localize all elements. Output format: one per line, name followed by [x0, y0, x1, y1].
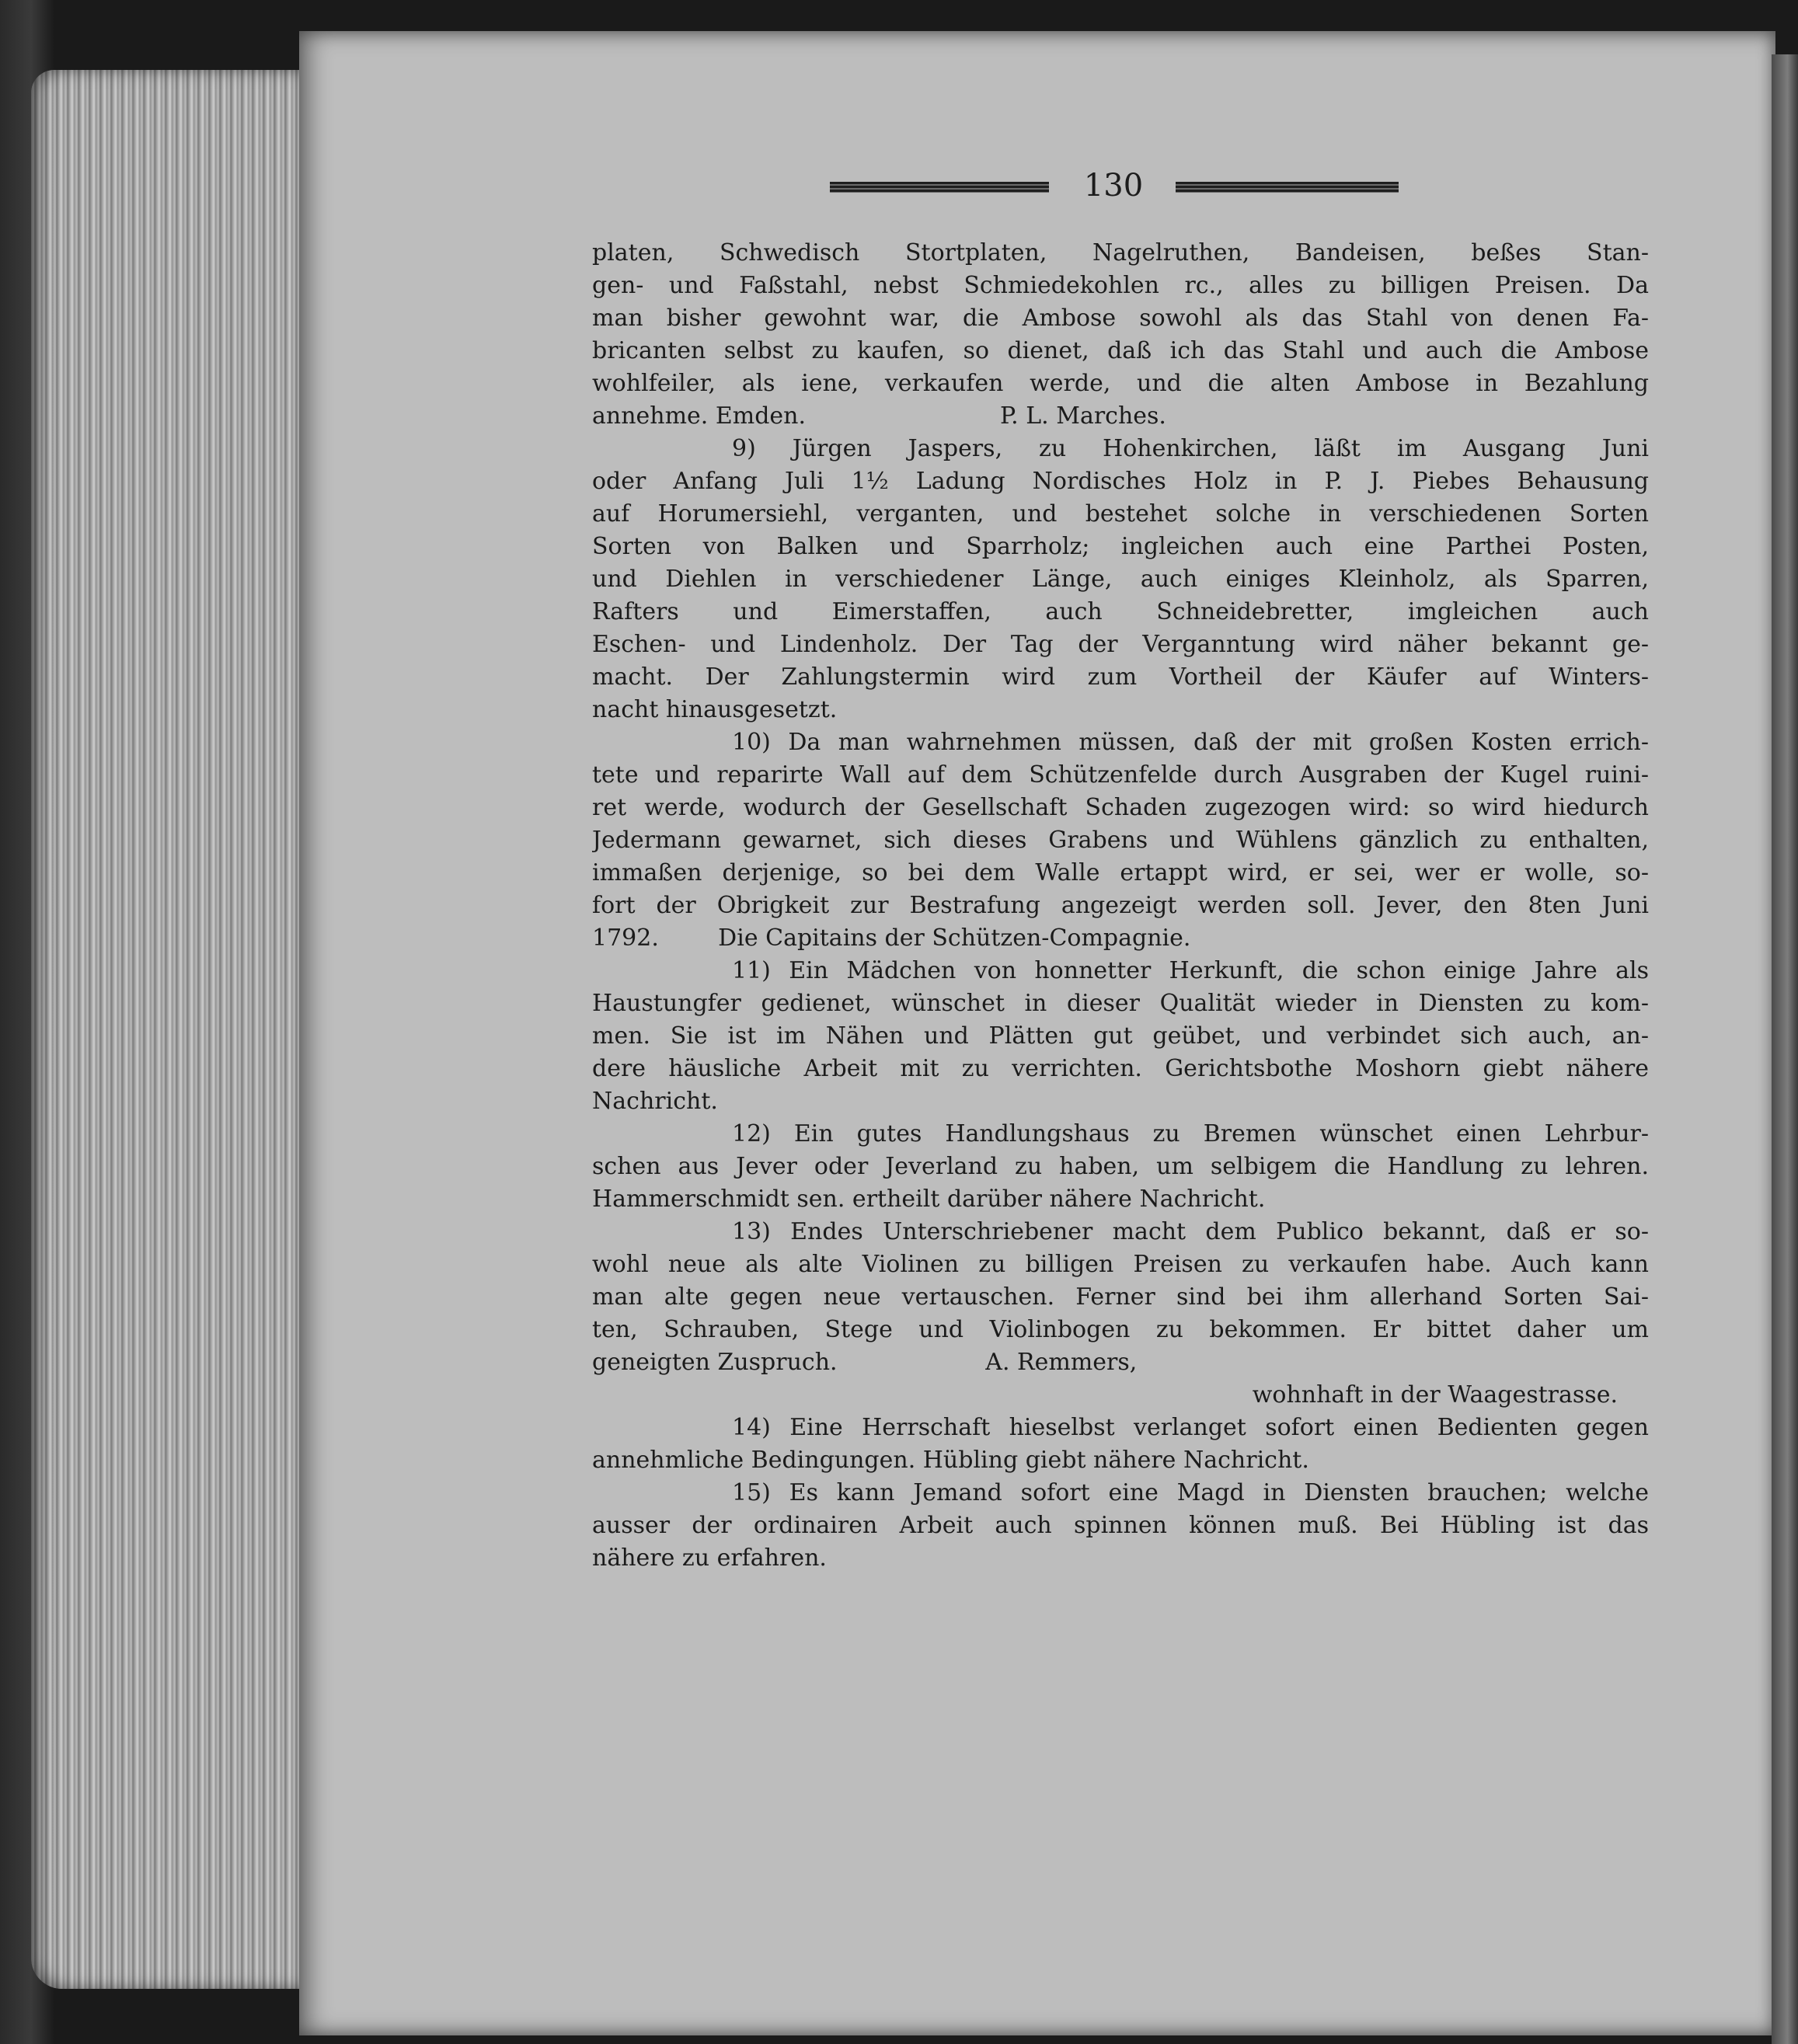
- text-line: geneigten Zuspruch. A. Remmers,: [592, 1349, 1138, 1376]
- text-line: und Diehlen in verschiedener Länge, auch einiges Kleinholz, als Sparren,: [592, 566, 1649, 593]
- header-rule-left: [830, 182, 1049, 193]
- text-line: Eschen- und Lindenholz. Der Tag der Verganntung wird näher bekannt ge-: [592, 631, 1649, 658]
- text-line: 10) Da man wahrnehmen müssen, daß der mit großen Kosten errich-: [732, 729, 1649, 756]
- text-line: ausser der ordinairen Arbeit auch spinnen können muß. Bei Hübling ist das: [592, 1512, 1649, 1539]
- text-line: bricanten selbst zu kaufen, so dienet, daß ich das Stahl und auch die Ambose: [592, 337, 1649, 364]
- text-line: annehmliche Bedingungen. Hübling giebt nähere Nachricht.: [592, 1447, 1309, 1474]
- notice-continuation: [592, 237, 1649, 433]
- signature: P. L. Marches.: [1000, 402, 1166, 430]
- facing-page-edge: [1772, 54, 1798, 2044]
- page-body: [592, 237, 1649, 1575]
- text-line: ret werde, wodurch der Gesellschaft Schaden zugezogen wird: so wird hiedurch: [592, 794, 1649, 821]
- text-line: men. Sie ist im Nähen und Plätten gut geübet, und verbindet sich auch, an-: [592, 1022, 1649, 1050]
- text-line: Rafters und Eimerstaffen, auch Schneidebretter, imgleichen auch: [592, 598, 1649, 625]
- text-line: nacht hinausgesetzt.: [592, 696, 838, 723]
- text-line-start: annehme. Emden.: [592, 402, 807, 430]
- text-line: [592, 400, 1649, 433]
- text-line: Sorten von Balken und Sparrholz; ingleichen auch eine Parthei Posten,: [592, 533, 1649, 560]
- notice-9: [592, 433, 1649, 726]
- notice-13: [592, 1216, 1649, 1412]
- page-header: [830, 168, 1399, 204]
- stacked-page-edges: [31, 70, 311, 1989]
- text-line: 13) Endes Unterschriebener macht dem Publico bekannt, daß er so-: [732, 1218, 1649, 1245]
- text-line: 15) Es kann Jemand sofort eine Magd in Diensten brauchen; welche: [732, 1479, 1649, 1506]
- text-line: 12) Ein gutes Handlungshaus zu Bremen wünschet einen Lehrbur-: [732, 1120, 1649, 1147]
- notice-14: [592, 1412, 1649, 1477]
- text-line: Jedermann gewarnet, sich dieses Grabens und Wühlens gänzlich zu enthalten,: [592, 827, 1649, 854]
- text-line: man alte gegen neue vertauschen. Ferner sind bei ihm allerhand Sorten Sai-: [592, 1283, 1649, 1311]
- text-line: 11) Ein Mädchen von honnetter Herkunft, die schon einige Jahre als: [732, 957, 1649, 984]
- notice-12: [592, 1118, 1649, 1216]
- text-line: auf Horumersiehl, verganten, und bestehet solche in verschiedenen Sorten: [592, 500, 1649, 528]
- text-line: schen aus Jever oder Jeverland zu haben, um selbigem die Handlung zu lehren.: [592, 1153, 1649, 1180]
- notice-11: [592, 955, 1649, 1118]
- text-line: fort der Obrigkeit zur Bestrafung angezeigt werden soll. Jever, den 8ten Juni: [592, 892, 1649, 919]
- text-line: wohl neue als alte Violinen zu billigen Preisen zu verkaufen habe. Auch kann: [592, 1251, 1649, 1278]
- text-line: 1792. Die Capitains der Schützen-Compagnie.: [592, 925, 1191, 952]
- text-line: nähere zu erfahren.: [592, 1544, 827, 1572]
- text-line: platen, Schwedisch Stortplaten, Nagelruthen, Bandeisen, beßes Stan-: [592, 239, 1649, 266]
- notice-15: [592, 1477, 1649, 1575]
- text-line: dere häusliche Arbeit mit zu verrichten. Gerichtsbothe Moshorn giebt nähere: [592, 1055, 1649, 1082]
- text-line: 14) Eine Herrschaft hieselbst verlanget sofort einen Bedienten gegen: [732, 1414, 1649, 1441]
- text-line: Haustungfer gedienet, wünschet in dieser Qualität wieder in Diensten zu kom-: [592, 990, 1649, 1017]
- page-number: 130: [1083, 168, 1144, 204]
- text-line: 9) Jürgen Jaspers, zu Hohenkirchen, läßt im Ausgang Juni: [732, 435, 1649, 462]
- notice-10: [592, 726, 1649, 955]
- text-line: wohlfeiler, als iene, verkaufen werde, und die alten Ambose in Bezahlung: [592, 370, 1649, 397]
- text-line: Nachricht.: [592, 1088, 718, 1115]
- text-line: tete und reparirte Wall auf dem Schützenfelde durch Ausgraben der Kugel ruini-: [592, 761, 1649, 789]
- text-line: macht. Der Zahlungstermin wird zum Vortheil der Käufer auf Winters-: [592, 663, 1649, 691]
- text-line: gen- und Faßstahl, nebst Schmiedekohlen rc., alles zu billigen Preisen. Da: [592, 272, 1649, 299]
- text-line: Hammerschmidt sen. ertheilt darüber nähere Nachricht.: [592, 1186, 1266, 1213]
- text-line: man bisher gewohnt war, die Ambose sowohl als das Stahl von denen Fa-: [592, 305, 1649, 332]
- text-line: oder Anfang Juli 1½ Ladung Nordisches Holz in P. J. Piebes Behausung: [592, 468, 1649, 495]
- text-line: ten, Schrauben, Stege und Violinbogen zu bekommen. Er bittet daher um: [592, 1316, 1649, 1343]
- text-line: immaßen derjenige, so bei dem Walle ertappt wird, er sei, wer er wolle, so-: [592, 859, 1649, 886]
- header-rule-right: [1176, 182, 1399, 193]
- address-line: wohnhaft in der Waagestrasse.: [1252, 1381, 1618, 1409]
